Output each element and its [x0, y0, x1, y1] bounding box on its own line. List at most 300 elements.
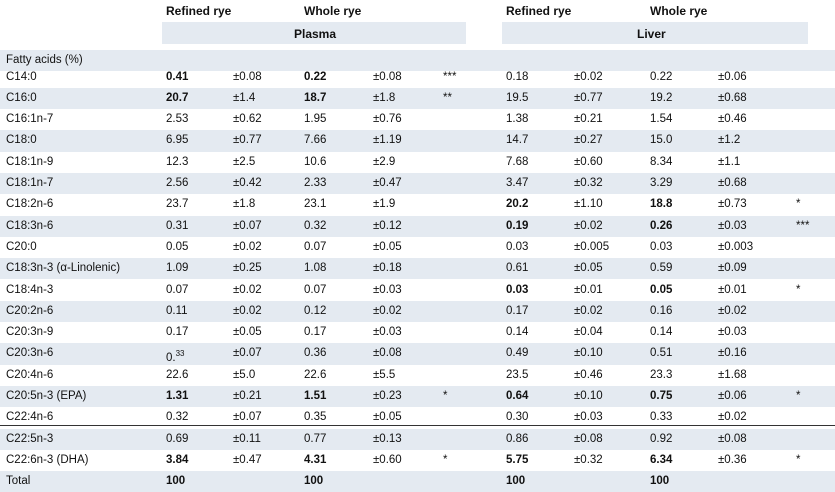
col-header-plasma-refined: Refined rye: [166, 4, 232, 18]
cell-value: 22.6: [304, 368, 327, 381]
cell-value: 10.6: [304, 155, 327, 168]
cell-value: ±0.07: [233, 219, 262, 232]
cell-p-ref: [166, 280, 188, 301]
cell-p-ref: [166, 429, 188, 450]
cell-l-sig: [796, 216, 809, 237]
cell-l-ref-sd: [574, 67, 603, 88]
row-label: C22:6n-3 (DHA): [6, 453, 89, 466]
cell-value: 1.95: [304, 113, 327, 126]
table-row: [0, 88, 835, 109]
cell-l-whole: [650, 152, 672, 173]
table-row: [0, 450, 835, 471]
cell-value: ±0.05: [373, 411, 402, 424]
row-label: C20:4n-6: [6, 368, 54, 381]
cell-value: ***: [796, 219, 810, 232]
cell-value: 0.05: [650, 283, 673, 296]
cell-l-whole-sd: [718, 130, 740, 151]
cell-p-ref: [166, 216, 188, 237]
cell-l-whole: [650, 67, 672, 88]
cell-value: ±0.68: [718, 91, 747, 104]
cell-value: 1.38: [506, 113, 529, 126]
cell-value: 0.26: [650, 219, 673, 232]
cell-l-sig: [796, 450, 800, 471]
cell-p-ref: [166, 130, 188, 151]
cell-l-ref-sd: [574, 258, 603, 279]
cell-l-ref: [506, 194, 528, 215]
cell-l-whole-sd: [718, 67, 747, 88]
cell-l-ref-sd: [574, 109, 603, 130]
cell-value: ±0.47: [373, 177, 402, 189]
cell-value: ±0.10: [574, 347, 603, 360]
cell-p-whole-sd: [373, 88, 395, 109]
cell-l-ref-sd: [574, 194, 603, 215]
total-label: Total: [6, 475, 31, 488]
cell-p-whole-sd: [373, 450, 402, 471]
cell-value: 15.0: [650, 134, 673, 147]
cell-value: ±2.9: [373, 155, 396, 168]
cell-value: 18.8: [650, 198, 673, 211]
cell-l-ref: [506, 343, 528, 364]
cell-value: ±0.46: [574, 368, 603, 381]
cell-l-whole-sd: [718, 386, 747, 407]
row-label: C20:2n-6: [6, 304, 54, 317]
cell-p-whole: [304, 173, 326, 194]
cell-value: 6.95: [166, 134, 189, 147]
cell-value: ±1.19: [373, 134, 402, 147]
cell-value: ±0.18: [373, 262, 402, 275]
cell-p-ref-sd: [233, 130, 262, 151]
row-label: C18:3n-3 (α-Linolenic): [6, 262, 121, 275]
cell-p-whole: [304, 386, 326, 407]
cell-p-whole-sd: [373, 67, 402, 88]
cell-p-whole-sd: [373, 429, 402, 450]
cell-value: *: [796, 453, 801, 466]
cell-p-whole-sd: [373, 130, 402, 151]
cell-l-whole-sd: [718, 280, 747, 301]
cell-l-ref-sd: [574, 365, 603, 386]
cell-value: 6.34: [650, 453, 673, 466]
cell-value: 0.12: [304, 304, 327, 317]
cell-value: ±0.005: [574, 240, 610, 253]
cell-value: 1.08: [304, 262, 327, 275]
section-label-plasma: Plasma: [294, 27, 337, 41]
cell-p-ref: [166, 88, 188, 109]
cell-value: ±1.10: [574, 198, 603, 211]
cell-p-ref: [166, 322, 188, 343]
table-row: [0, 173, 835, 194]
cell-l-whole: [650, 109, 672, 130]
col-header-liver-refined: Refined rye: [506, 4, 572, 18]
cell-p-ref: [166, 173, 188, 194]
cell-value: ±1.4: [233, 91, 256, 104]
cell-p-whole: [304, 109, 326, 130]
col-header-liver-whole: Whole rye: [650, 4, 708, 18]
cell-value: ±0.47: [233, 453, 262, 466]
cell-value: ±1.8: [233, 198, 256, 211]
cell-p-ref-sd: [233, 152, 255, 173]
cell-value: ±5.5: [373, 368, 396, 381]
cell-value: ±0.08: [373, 70, 402, 83]
cell-value: 0.30: [506, 411, 529, 424]
row-label: C20:3n-6: [6, 347, 54, 360]
cell-p-whole-sd: [373, 216, 402, 237]
cell-value: ±1.8: [373, 91, 396, 104]
cell-p-ref-sd: [233, 365, 255, 386]
cell-value: 0.32: [304, 219, 327, 232]
cell-value: ±0.02: [373, 304, 402, 317]
row-label: C18:2n-6: [6, 198, 54, 211]
cell-value: 14.7: [506, 134, 529, 147]
cell-l-whole: [650, 386, 672, 407]
cell-l-ref-sd: [574, 322, 603, 343]
table-row: [0, 152, 835, 173]
cell-value: ±0.03: [718, 326, 747, 339]
cell-value: ±0.07: [233, 411, 262, 424]
cell-p-whole: [304, 67, 326, 88]
cell-value: ±0.27: [574, 134, 603, 147]
cell-value: ±0.02: [233, 304, 262, 317]
cell-value: 0.33: [650, 411, 673, 424]
row-label: C18:3n-6: [6, 219, 54, 232]
row-label: C18:4n-3: [6, 283, 54, 296]
cell-value: ±0.77: [233, 134, 262, 147]
cell-value: ±0.13: [373, 432, 402, 445]
row-label: C18:1n-9: [6, 155, 54, 168]
cell-p-ref-sd: [233, 343, 262, 364]
cell-p-ref-sd: [233, 173, 262, 194]
cell-value: 8.34: [650, 155, 673, 168]
cell-value: ±0.02: [233, 240, 262, 253]
cell-value: ±0.32: [574, 177, 603, 189]
cell-value: ±0.03: [574, 411, 603, 424]
cell-value: ±0.08: [574, 432, 603, 445]
cell-value: ±0.05: [233, 326, 262, 339]
cell-l-ref: [506, 429, 528, 450]
cell-value: ±0.09: [718, 262, 747, 275]
cell-value: 7.66: [304, 134, 327, 147]
table-row: [0, 322, 835, 343]
cell-p-ref: [166, 365, 188, 386]
cell-l-ref: [506, 365, 528, 386]
table-row: [0, 67, 835, 88]
cell-superscript: 33: [175, 349, 185, 359]
cell-value: 0.22: [304, 70, 327, 83]
row-label: C22:5n-3: [6, 432, 54, 445]
cell-value: 0.03: [506, 283, 529, 296]
cell-l-ref: [506, 301, 528, 322]
section-label-liver: Liver: [637, 27, 666, 41]
cell-value: ±0.21: [233, 390, 262, 402]
table-row: [0, 194, 835, 215]
cell-value: ±0.42: [233, 177, 262, 189]
cell-p-whole-sd: [373, 194, 395, 215]
cell-value: 7.68: [506, 155, 529, 168]
cell-value: 0.41: [166, 70, 189, 83]
cell-l-ref-sd: [574, 173, 603, 194]
cell-value: 22.6: [166, 368, 189, 381]
cell-l-ref: [506, 173, 528, 194]
cell-value: 0.07: [166, 283, 189, 296]
cell-l-ref-sd: [574, 343, 603, 364]
cell-l-ref: [506, 258, 528, 279]
total-l-ref: 100: [506, 475, 526, 488]
cell-value: 0.51: [650, 347, 673, 360]
cell-p-ref-sd: [233, 301, 262, 322]
cell-value: 2.53: [166, 113, 189, 126]
cell-p-whole: [304, 130, 326, 151]
cell-l-ref: [506, 450, 528, 471]
cell-p-ref-sd: [233, 88, 255, 109]
cell-l-whole: [650, 365, 672, 386]
row-label: C16:1n-7: [6, 113, 54, 126]
cell-l-whole-sd: [718, 322, 747, 343]
cell-value: 0.49: [506, 347, 529, 360]
cell-value: 18.7: [304, 91, 327, 104]
cell-value: ±0.04: [574, 326, 603, 339]
cell-value: 3.29: [650, 177, 673, 189]
cell-value: ±1.1: [718, 155, 741, 168]
row-label: C18:1n-7: [6, 177, 54, 189]
cell-value: **: [443, 91, 452, 104]
cell-value: 5.75: [506, 453, 529, 466]
cell-value: 20.2: [506, 198, 529, 211]
cell-p-ref-sd: [233, 386, 262, 407]
cell-value: ±0.01: [718, 283, 747, 296]
cell-p-whole: [304, 280, 326, 301]
cell-l-whole: [650, 450, 672, 471]
cell-l-whole-sd: [718, 429, 747, 450]
cell-l-ref-sd: [574, 152, 603, 173]
total-p-whole: 100: [304, 475, 324, 488]
cell-p-whole: [304, 322, 326, 343]
cell-value: ±2.5: [233, 155, 256, 168]
cell-p-ref: [166, 301, 188, 322]
cell-p-ref-sd: [233, 429, 261, 450]
cell-l-whole: [650, 130, 672, 151]
cell-p-whole: [304, 237, 326, 258]
cell-value: 1.09: [166, 262, 189, 275]
cell-l-sig: [796, 194, 800, 215]
cell-value: ±1.68: [718, 368, 747, 381]
cell-l-whole: [650, 280, 672, 301]
cell-p-ref-sd: [233, 258, 262, 279]
cell-l-whole: [650, 258, 672, 279]
cell-l-ref: [506, 130, 528, 151]
cell-value: ±0.01: [574, 283, 603, 296]
cell-value: 2.56: [166, 177, 189, 189]
cell-value: 0.32: [166, 411, 189, 424]
cell-l-ref-sd: [574, 301, 603, 322]
cell-value: ±0.06: [718, 390, 747, 402]
cell-value: 0.22: [650, 70, 673, 83]
cell-l-whole-sd: [718, 343, 747, 364]
table-row: [0, 343, 835, 364]
cell-value: *: [443, 390, 448, 402]
cell-value: *: [796, 283, 801, 296]
cell-p-ref: [166, 194, 188, 215]
cell-value: ±0.10: [574, 390, 603, 402]
cell-p-whole-sd: [373, 343, 402, 364]
cell-p-ref: [166, 67, 188, 88]
cell-value: ±0.03: [373, 283, 402, 296]
cell-p-ref-sd: [233, 67, 262, 88]
cell-l-whole: [650, 322, 672, 343]
table-row: [0, 258, 835, 279]
cell-l-ref: [506, 152, 528, 173]
cell-p-whole-sd: [373, 301, 402, 322]
table-row: [0, 237, 835, 258]
cell-l-whole-sd: [718, 194, 747, 215]
row-label: C20:0: [6, 240, 37, 253]
cell-value: 0.59: [650, 262, 673, 275]
cell-value: ±0.60: [574, 155, 603, 168]
cell-l-ref-sd: [574, 130, 603, 151]
cell-p-ref-sd: [233, 450, 262, 471]
cell-value: 1.51: [304, 390, 327, 402]
cell-l-whole: [650, 88, 672, 109]
cell-l-whole: [650, 194, 672, 215]
cell-value: 0.14: [506, 326, 529, 339]
cell-value: ±0.11: [233, 432, 261, 445]
table-row: [0, 280, 835, 301]
table-row: [0, 109, 835, 130]
cell-value: 0.07: [304, 240, 327, 253]
cell-p-ref: [166, 109, 188, 130]
cell-p-whole: [304, 216, 326, 237]
cell-p-ref: [166, 258, 188, 279]
cell-value: *: [796, 390, 801, 402]
cell-value: ±0.68: [718, 177, 747, 189]
cell-value: ±0.02: [718, 304, 747, 317]
cell-l-whole-sd: [718, 301, 747, 322]
cell-l-ref-sd: [574, 429, 603, 450]
cell-value: 0.11: [166, 304, 188, 317]
cell-value: 1.54: [650, 113, 673, 126]
cell-value: 0.07: [304, 283, 327, 296]
cell-p-ref-sd: [233, 216, 262, 237]
cell-p-ref-sd: [233, 237, 262, 258]
cell-value: 0.03: [506, 240, 529, 253]
cell-l-ref: [506, 322, 528, 343]
cell-value: ±0.02: [574, 304, 603, 317]
cell-p-ref: [166, 237, 188, 258]
cell-value: ±0.03: [718, 219, 747, 232]
cell-value: ±0.03: [373, 326, 402, 339]
cell-l-whole-sd: [718, 258, 747, 279]
cell-l-whole: [650, 301, 672, 322]
cell-l-whole: [650, 429, 672, 450]
cell-value: ±0.08: [718, 432, 747, 445]
table-row: [0, 386, 835, 407]
cell-value: ±0.003: [718, 240, 754, 253]
cell-value: ±0.46: [718, 113, 747, 126]
group-label: Fatty acids (%): [6, 54, 83, 66]
cell-value: ±0.60: [373, 453, 402, 466]
cell-value: ±0.05: [574, 262, 603, 275]
cell-value: 0.03: [650, 240, 673, 253]
cell-value: 23.1: [304, 198, 327, 211]
cell-value: ±0.05: [373, 240, 402, 253]
cell-l-whole-sd: [718, 365, 747, 386]
cell-p-whole-sd: [373, 386, 402, 407]
cell-p-whole-sd: [373, 173, 402, 194]
row-label: C20:5n-3 (EPA): [6, 390, 87, 402]
cell-value: 0.18: [506, 70, 529, 83]
cell-value: ±0.36: [718, 453, 747, 466]
cell-value: ±0.32: [574, 453, 603, 466]
row-label: C20:3n-9: [6, 326, 54, 339]
cell-l-ref-sd: [574, 216, 603, 237]
cell-value: ***: [443, 70, 457, 83]
cell-value: *: [796, 198, 801, 211]
cell-p-sig: [443, 88, 452, 109]
cell-l-whole-sd: [718, 173, 747, 194]
cell-l-ref: [506, 216, 528, 237]
cell-value: ±0.23: [373, 390, 402, 402]
column-header-row: [0, 0, 835, 22]
cell-p-ref-sd: [233, 109, 262, 130]
table-row: [0, 365, 835, 386]
cell-l-ref-sd: [574, 450, 603, 471]
cell-value: ±0.21: [574, 113, 603, 126]
cell-value: 23.5: [506, 368, 529, 381]
cell-value: 0.36: [304, 347, 327, 360]
table-row: [0, 130, 835, 151]
cell-value: ±0.02: [574, 219, 603, 232]
cell-value: 0.69: [166, 432, 189, 445]
cell-value: ±0.02: [574, 70, 603, 83]
cell-value: 0.: [166, 352, 176, 365]
cell-p-whole: [304, 194, 326, 215]
table-row-total: [0, 471, 835, 492]
cell-l-whole-sd: [718, 109, 747, 130]
cell-l-ref: [506, 109, 528, 130]
table-bottom-rule: [0, 425, 835, 426]
cell-p-whole-sd: [373, 258, 402, 279]
cell-l-whole: [650, 216, 672, 237]
cell-p-whole-sd: [373, 365, 395, 386]
cell-value: 0.35: [304, 411, 327, 424]
cell-value: 0.05: [166, 240, 189, 253]
cell-value: 0.17: [166, 326, 189, 339]
cell-p-whole: [304, 301, 326, 322]
cell-p-whole: [304, 88, 326, 109]
cell-value: 0.14: [650, 326, 673, 339]
cell-p-sig: [443, 450, 447, 471]
cell-p-whole: [304, 365, 326, 386]
cell-value: 20.7: [166, 91, 189, 104]
cell-l-ref-sd: [574, 237, 609, 258]
row-label: C22:4n-6: [6, 411, 54, 424]
cell-value: 19.5: [506, 91, 529, 104]
cell-value: 0.77: [304, 432, 327, 445]
cell-value: ±0.08: [233, 70, 262, 83]
cell-p-whole: [304, 258, 326, 279]
cell-l-sig: [796, 280, 800, 301]
cell-p-whole-sd: [373, 322, 402, 343]
cell-value: 0.75: [650, 390, 673, 402]
cell-value: 12.3: [166, 155, 189, 168]
cell-l-whole-sd: [718, 237, 753, 258]
cell-value: 0.19: [506, 219, 529, 232]
cell-l-whole-sd: [718, 450, 747, 471]
cell-p-whole-sd: [373, 109, 402, 130]
cell-value: ±0.12: [373, 219, 402, 232]
cell-p-sig: [443, 386, 447, 407]
row-label: C18:0: [6, 134, 37, 147]
cell-l-whole-sd: [718, 88, 747, 109]
cell-l-whole-sd: [718, 152, 740, 173]
